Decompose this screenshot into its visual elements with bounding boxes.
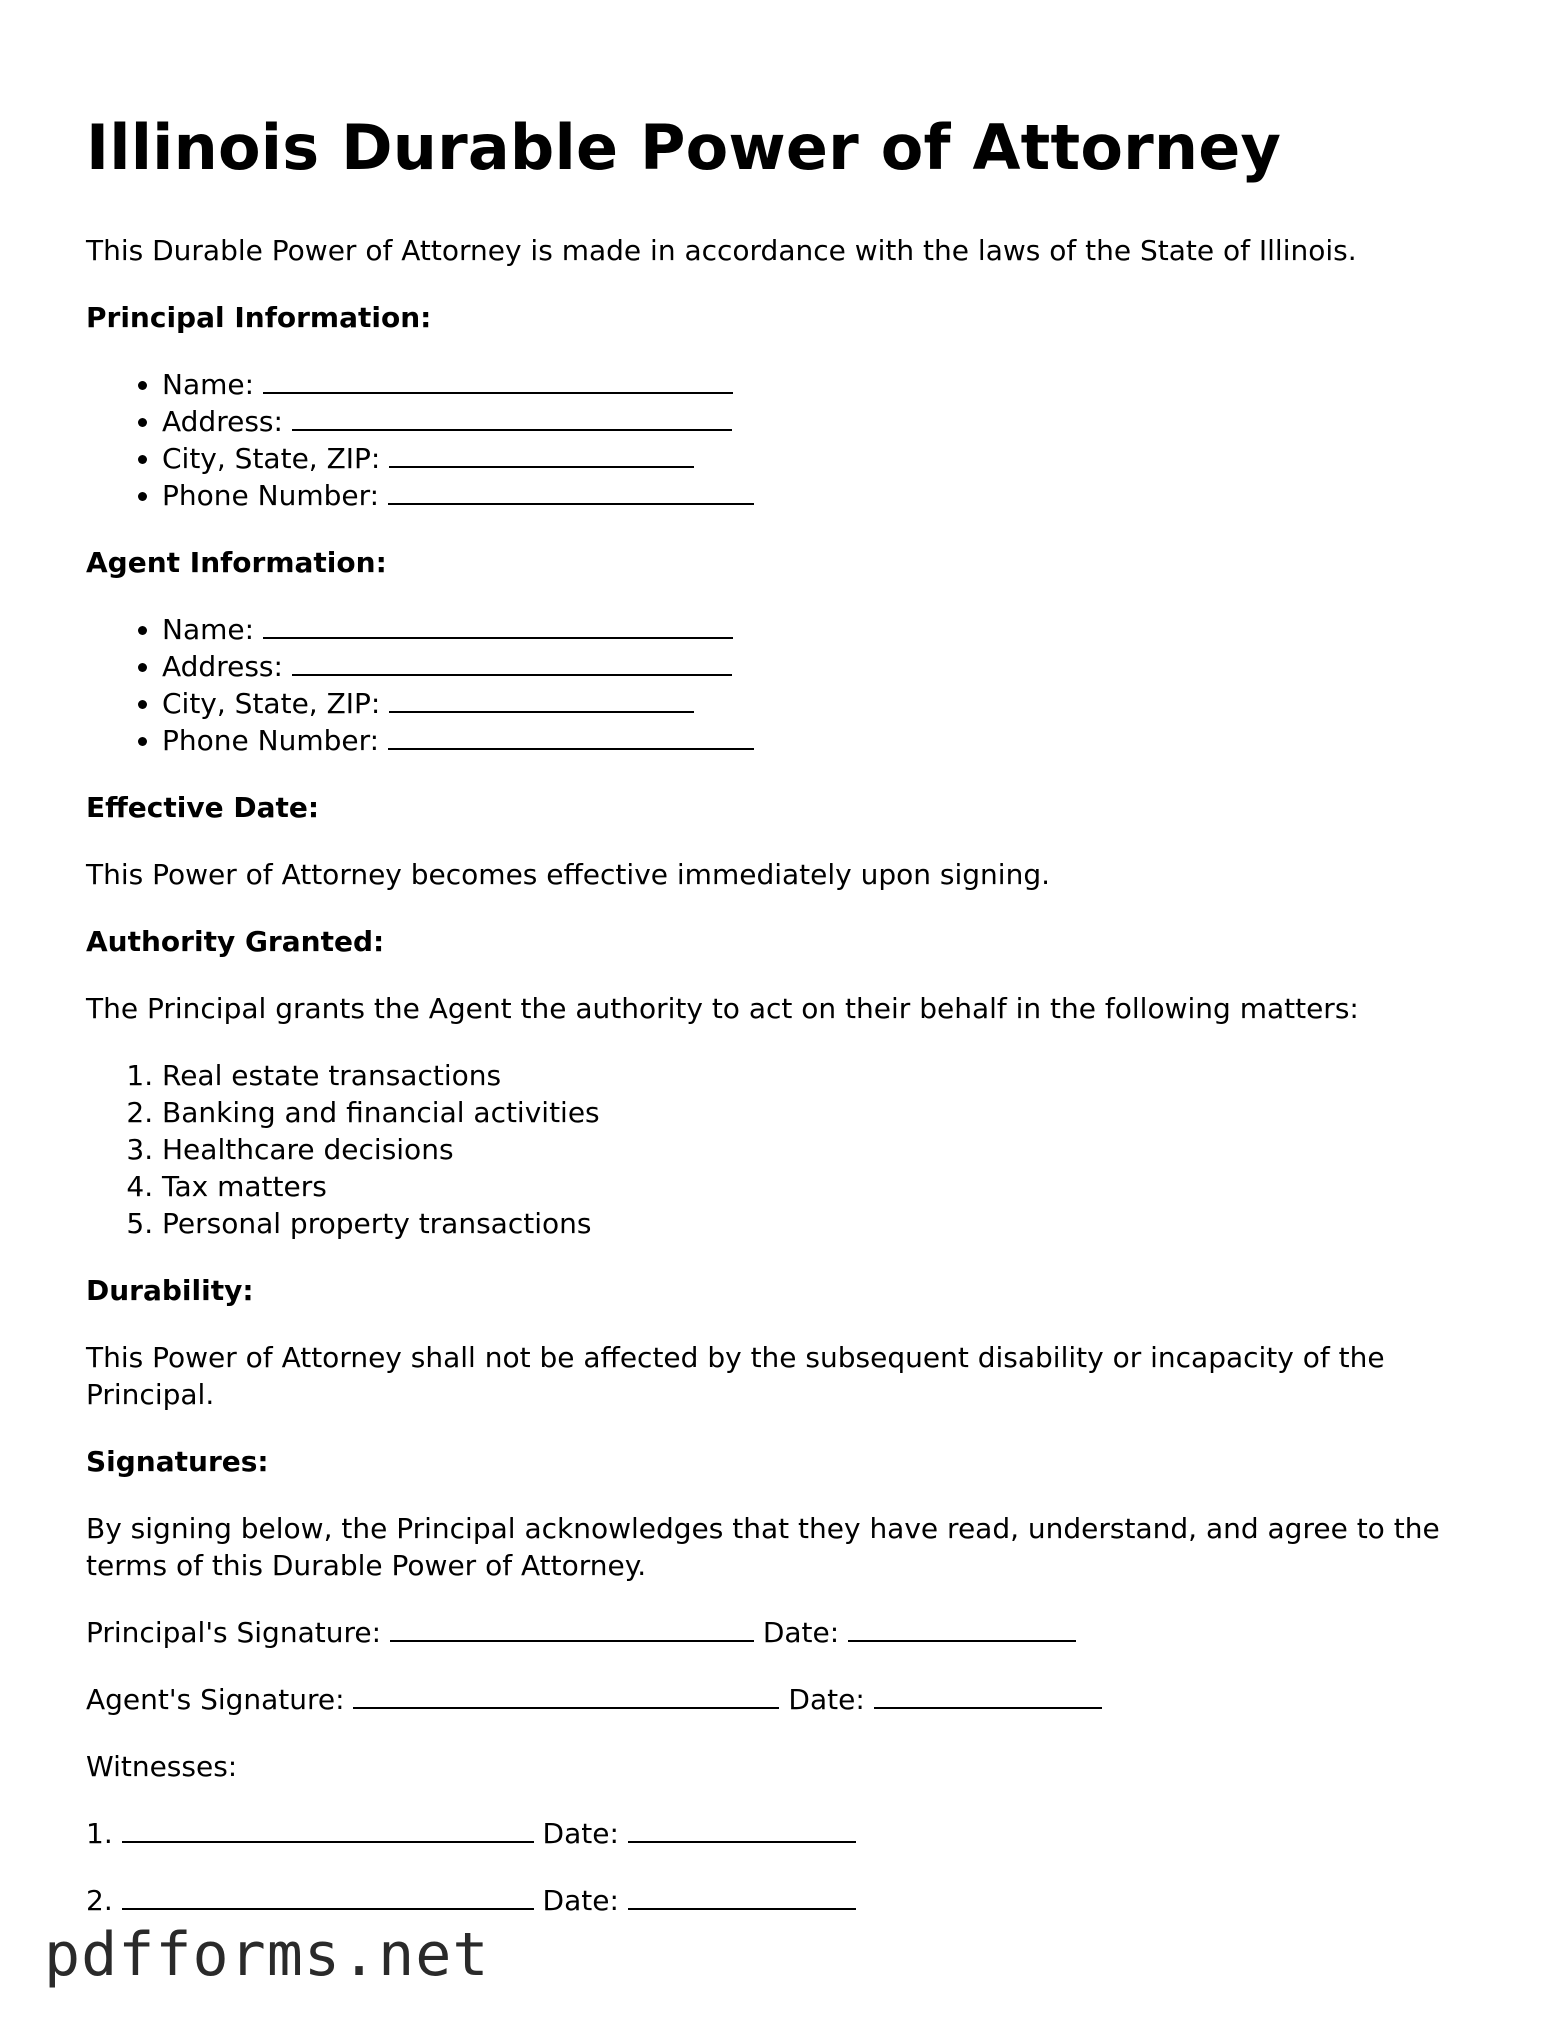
watermark: pdfforms.net xyxy=(44,1920,490,1990)
effective-heading: Effective Date: xyxy=(86,791,320,824)
date-label: Date: xyxy=(788,1683,865,1716)
date-label: Date: xyxy=(762,1616,840,1649)
field-label: Name: xyxy=(162,368,255,401)
agent-address-item xyxy=(162,648,1486,685)
agent-signature-line xyxy=(86,1681,1486,1718)
witness-number: 2. xyxy=(86,1884,113,1917)
witnesses-label: Witnesses: xyxy=(86,1750,238,1783)
agent-signature-label: Agent's Signature: xyxy=(86,1683,345,1716)
witness-number: 1. xyxy=(86,1817,113,1850)
authority-heading: Authority Granted: xyxy=(86,925,385,958)
agent-name-blank[interactable] xyxy=(263,611,733,639)
authority-item: 1. Real estate transactions xyxy=(162,1057,1486,1094)
principal-signature-blank[interactable] xyxy=(390,1614,754,1642)
principal-fields-list xyxy=(86,366,1486,514)
field-label: City, State, ZIP: xyxy=(162,687,381,720)
principal-date-blank[interactable] xyxy=(848,1614,1076,1642)
date-label: Date: xyxy=(542,1884,619,1917)
durability-heading: Durability: xyxy=(86,1274,254,1307)
agent-address-blank[interactable] xyxy=(292,648,732,676)
witness-1-line xyxy=(86,1815,1486,1852)
principal-signature-line xyxy=(86,1614,1486,1651)
principal-address-blank[interactable] xyxy=(292,403,732,431)
witness-2-line xyxy=(86,1882,1486,1919)
signatures-heading: Signatures: xyxy=(86,1445,269,1478)
agent-date-blank[interactable] xyxy=(874,1681,1102,1709)
principal-name-blank[interactable] xyxy=(263,366,733,394)
witness-2-signature-blank[interactable] xyxy=(122,1882,534,1910)
agent-signature-blank[interactable] xyxy=(353,1681,779,1709)
agent-phone-blank[interactable] xyxy=(388,722,754,750)
agent-name-item xyxy=(162,611,1486,648)
signatures-text: By signing below, the Principal acknowledges that they have read, understand, and agree to the terms of this Durable Power of Attorney. xyxy=(86,1512,1440,1582)
authority-list xyxy=(86,1057,1486,1242)
document-title: Illinois Durable Power of Attorney xyxy=(86,111,1282,184)
principal-phone-blank[interactable] xyxy=(388,477,754,505)
authority-item: 2. Banking and financial activities xyxy=(162,1094,1486,1131)
principal-address-item xyxy=(162,403,1486,440)
durability-text: This Power of Attorney shall not be affected by the subsequent disability or incapacity of the Principal. xyxy=(86,1341,1385,1411)
authority-item: 4. Tax matters xyxy=(162,1168,1486,1205)
authority-item: 3. Healthcare decisions xyxy=(162,1131,1486,1168)
intro-text: This Durable Power of Attorney is made in accordance with the laws of the State of Illinois. xyxy=(86,234,1357,267)
field-label: Address: xyxy=(162,650,283,683)
witness-2-date-blank[interactable] xyxy=(628,1882,856,1910)
witness-1-date-blank[interactable] xyxy=(628,1815,856,1843)
agent-phone-item xyxy=(162,722,1486,759)
authority-text: The Principal grants the Agent the authority to act on their behalf in the following matters: xyxy=(86,992,1359,1025)
field-label: City, State, ZIP: xyxy=(162,442,381,475)
agent-fields-list xyxy=(86,611,1486,759)
effective-text: This Power of Attorney becomes effective immediately upon signing. xyxy=(86,858,1050,891)
principal-phone-item xyxy=(162,477,1486,514)
principal-name-item xyxy=(162,366,1486,403)
document-page xyxy=(86,108,1486,1919)
witness-1-signature-blank[interactable] xyxy=(122,1815,534,1843)
agent-heading: Agent Information: xyxy=(86,546,387,579)
agent-city-blank[interactable] xyxy=(389,685,694,713)
principal-heading: Principal Information: xyxy=(86,301,432,334)
authority-item: 5. Personal property transactions xyxy=(162,1205,1486,1242)
field-label: Address: xyxy=(162,405,283,438)
field-label: Name: xyxy=(162,613,255,646)
field-label: Phone Number: xyxy=(162,724,380,757)
date-label: Date: xyxy=(542,1817,619,1850)
field-label: Phone Number: xyxy=(162,479,380,512)
principal-city-blank[interactable] xyxy=(389,440,694,468)
principal-city-item xyxy=(162,440,1486,477)
principal-signature-label: Principal's Signature: xyxy=(86,1616,382,1649)
agent-city-item xyxy=(162,685,1486,722)
